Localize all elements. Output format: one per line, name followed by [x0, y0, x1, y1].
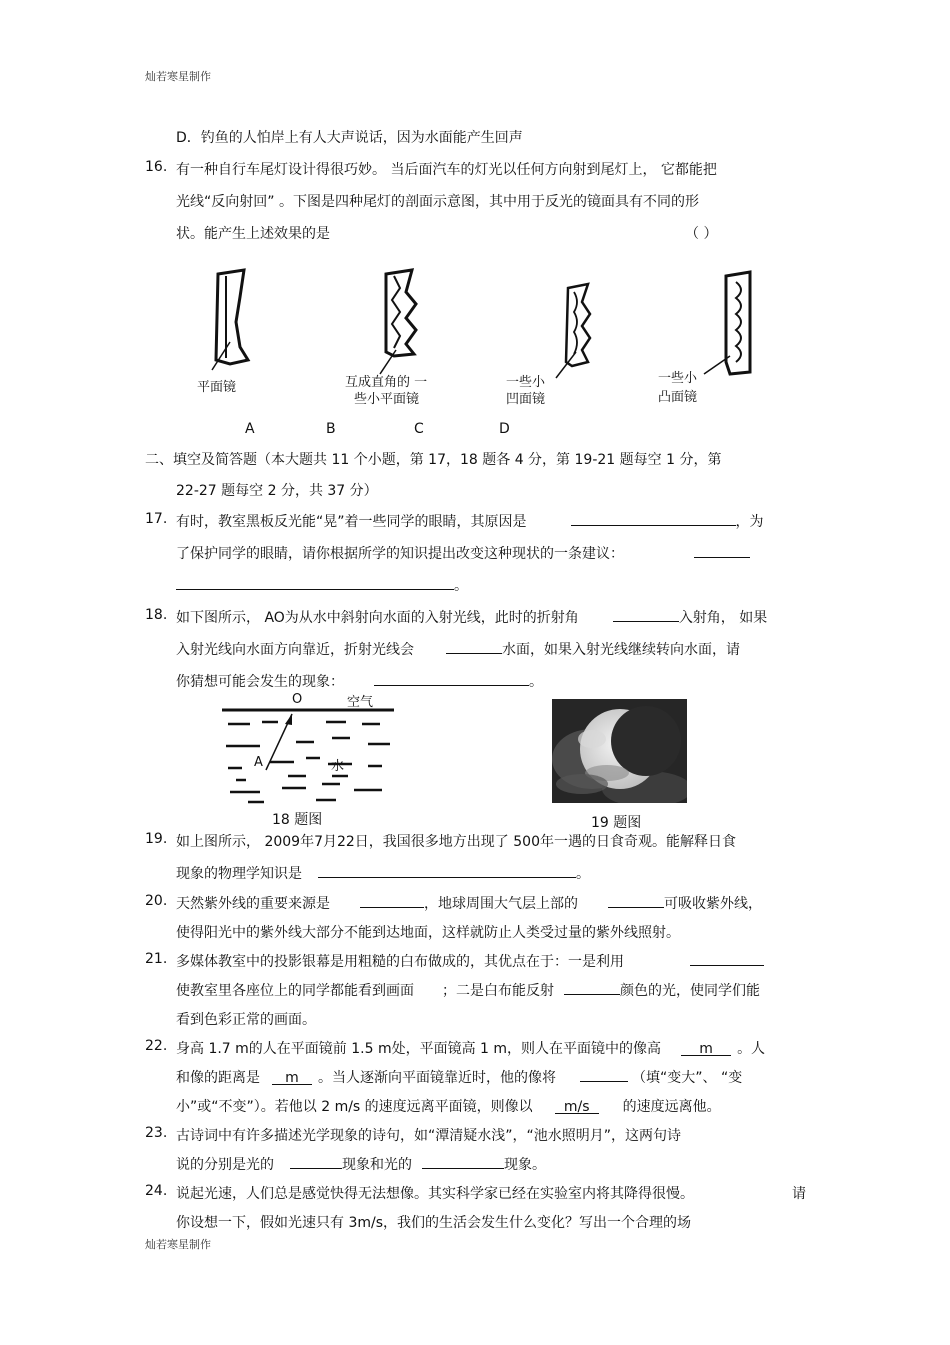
q17-line3: 。	[176, 575, 468, 595]
q17-number: 17.	[145, 511, 168, 527]
option-d: D	[499, 421, 510, 437]
fig18-label-a: A	[254, 755, 263, 770]
fig19-caption: 19 题图	[591, 815, 642, 831]
q17-blank-2b[interactable]	[176, 575, 454, 590]
fig18-refraction-diagram	[222, 692, 402, 804]
q23-blank-2[interactable]	[422, 1154, 504, 1169]
q16-line3: 状。能产生上述效果的是	[176, 226, 330, 242]
page-footer: 灿若寒星制作	[145, 1238, 211, 1251]
q22-blank-1[interactable]: m	[681, 1041, 731, 1056]
taillight-d-convex-mirrors	[704, 272, 750, 374]
label-convex-mirrors-2: 凸面镜	[658, 390, 698, 405]
q19-line2: 现象的物理学知识是 。	[176, 863, 590, 883]
q18-blank-3[interactable]	[374, 671, 529, 686]
q18-line3: 你猜想可能会发生的现象： 。	[176, 671, 543, 691]
q20-number: 20.	[145, 893, 168, 909]
fig18-caption: 18 题图	[272, 812, 323, 828]
q17-line1: 有时，教室黑板反光能“晃”着一些同学的眼睛，其原因是 ，为	[176, 511, 764, 531]
label-plane-mirror: 平面镜	[197, 380, 237, 395]
q22-blank-3[interactable]	[580, 1067, 628, 1082]
section2-heading-line1: 二、填空及简答题（本大题共 11 个小题，第 17，18 题各 4 分，第 19-21 题每空 1 分，第	[145, 452, 722, 468]
q23-line1: 古诗词中有许多描述光学现象的诗句，如“潭清疑水浅”，“池水照明月”，这两句诗	[176, 1128, 682, 1144]
q18-blank-1[interactable]	[613, 607, 679, 622]
q20-blank-2[interactable]	[608, 893, 664, 908]
q16-number: 16.	[145, 159, 168, 175]
q24-line2: 你设想一下，假如光速只有 3m/s，我们的生活会发生什么变化？写出一个合理的场	[176, 1215, 692, 1231]
q20-line2: 使得阳光中的紫外线大部分不能到达地面，这样就防止人类受过量的紫外线照射。	[176, 925, 680, 941]
fig18-label-o: O	[292, 692, 303, 707]
q21-number: 21.	[145, 951, 168, 967]
q23-line2: 说的分别是光的 现象和光的 现象。	[176, 1154, 546, 1174]
option-c: C	[414, 421, 424, 437]
taillight-b-zigzag-mirrors	[380, 270, 416, 374]
q17-line2: 了保护同学的眼睛，请你根据所学的知识提出改变这种现状的一条建议：	[176, 543, 750, 563]
q24-number: 24.	[145, 1183, 168, 1199]
q22-line1: 身高 1.7 m的人在平面镜前 1.5 m处，平面镜高 1 m，则人在平面镜中的像高 m 。人	[176, 1041, 766, 1057]
q21-line1: 多媒体教室中的投影银幕是用粗糙的白布做成的，其优点在于：一是利用	[176, 951, 764, 971]
q21-line2: 使教室里各座位上的同学都能看到画面 ；二是白布能反射 颜色的光，使同学们能	[176, 980, 760, 1000]
label-convex-mirrors-1: 一些小	[658, 371, 698, 386]
q24-line1: 说起光速，人们总是感觉快得无法想像。其实科学家已经在实验室内将其降得很慢。	[176, 1186, 694, 1202]
q22-line2: 和像的距离是 m 。当人逐渐向平面镜靠近时，他的像将 （填“变大”、 “变	[176, 1067, 742, 1087]
q15-option-d: D．钓鱼的人怕岸上有人大声说话，因为水面能产生回声	[176, 130, 523, 146]
q17-blank-1[interactable]	[571, 511, 736, 526]
label-concave-mirrors-2: 凹面镜	[506, 392, 546, 407]
q20-blank-1[interactable]	[360, 893, 424, 908]
label-right-angle-mirrors-2: 些小平面镜	[354, 392, 420, 407]
q18-line2: 入射光线向水面方向靠近，折射光线会 水面，如果入射光线继续转向水面，请	[176, 639, 740, 659]
q16-answer-paren: （ ）	[685, 226, 718, 242]
q18-blank-2[interactable]	[446, 639, 502, 654]
q16-line1: 有一种自行车尾灯设计得很巧妙。 当后面汽车的灯光以任何方向射到尾灯上， 它都能把	[176, 162, 717, 178]
q21-blank-1[interactable]	[690, 951, 764, 966]
taillight-c-concave-mirrors	[556, 284, 590, 378]
page-header: 灿若寒星制作	[145, 70, 211, 83]
q19-blank[interactable]	[318, 863, 576, 878]
q23-blank-1[interactable]	[290, 1154, 342, 1169]
q21-line3: 看到色彩正常的画面。	[176, 1012, 316, 1028]
q21-blank-2[interactable]	[564, 980, 620, 995]
q18-number: 18.	[145, 607, 168, 623]
q17-blank-2a[interactable]	[694, 543, 750, 558]
q20-line1: 天然紫外线的重要来源是 ，地球周围大气层上部的 可吸收紫外线，	[176, 893, 762, 913]
q18-line1: 如下图所示， AO为从水中斜射向水面的入射光线，此时的折射角 入射角， 如果	[176, 607, 767, 627]
label-right-angle-mirrors-1: 互成直角的 一	[345, 375, 428, 390]
option-b: B	[326, 421, 336, 437]
fig18-label-water: 水	[331, 759, 345, 774]
q23-number: 23.	[145, 1125, 168, 1141]
q22-blank-4[interactable]: m/s	[555, 1099, 599, 1114]
section2-heading-line2: 22-27 题每空 2 分，共 37 分）	[176, 483, 378, 499]
q22-number: 22.	[145, 1038, 168, 1054]
q24-line1-end: 请	[792, 1186, 806, 1202]
fig19-eclipse-photo	[552, 699, 687, 803]
fig18-label-air: 空气	[347, 695, 374, 710]
q19-number: 19.	[145, 831, 168, 847]
taillight-a-plane-mirror	[212, 270, 248, 370]
q19-line1: 如上图所示， 2009年7月22日，我国很多地方出现了 500年一遇的日食奇观。能解释日食	[176, 834, 736, 850]
q16-line2: 光线“反向射回” 。下图是四种尾灯的剖面示意图，其中用于反光的镜面具有不同的形	[176, 194, 699, 210]
label-concave-mirrors-1: 一些小	[506, 375, 546, 390]
q22-blank-2[interactable]: m	[272, 1070, 312, 1085]
option-a: A	[245, 421, 255, 437]
q22-line3: 小”或“不变”）。若他以 2 m/s 的速度远离平面镜，则像以 m/s 的速度远离他。	[176, 1099, 721, 1115]
